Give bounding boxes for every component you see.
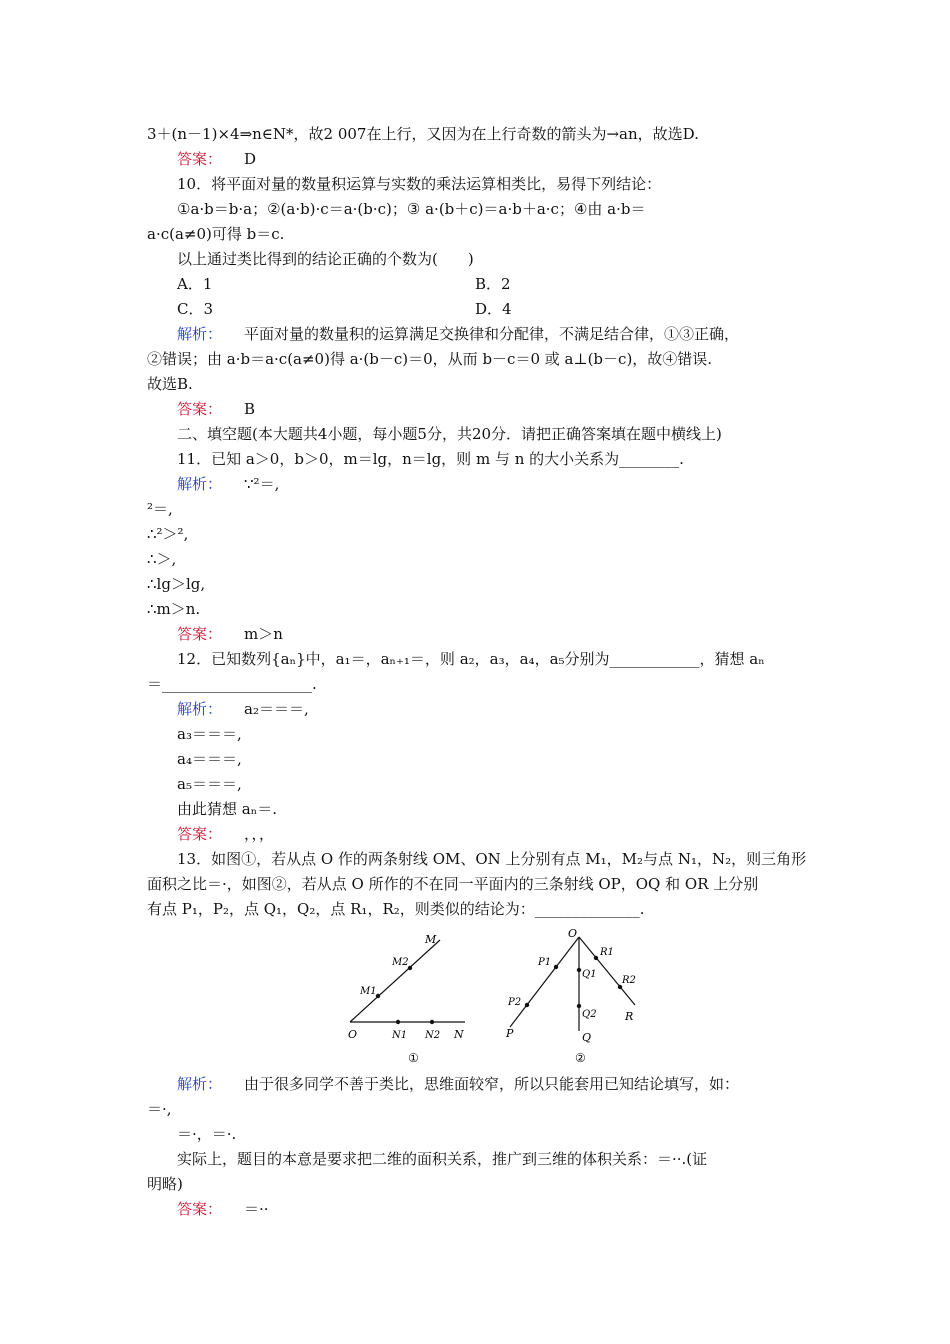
q10-stem: 10．将平面对量的数量积运算与实数的乘法运算相类比，易得下列结论： — [177, 175, 662, 193]
q10-options-row1 — [177, 274, 837, 294]
solution-text: ∵²＝, — [244, 475, 280, 493]
label-N: N — [454, 1028, 464, 1041]
label-P: P — [506, 1027, 514, 1040]
q12-solution-line3: a₄＝＝＝, — [177, 750, 242, 768]
q11-solution-line6: ∴m＞n. — [147, 600, 201, 618]
option-c: C．3 — [177, 300, 214, 318]
q10-line2: ①a·b＝b·a；②(a·b)·c＝a·(b·c)；③ a·(b＋c)＝a·b＋a·c；④由 a·b＝ — [177, 200, 646, 218]
answer-label: 答案： — [177, 625, 223, 643]
q10-line3: a·c(a≠0)可得 b＝c. — [147, 225, 285, 243]
answer-value: ＝·· — [244, 1200, 269, 1218]
q10-options-row2 — [177, 299, 837, 319]
answer-label: 答案： — [177, 1200, 223, 1218]
q13-stem-line1: 13．如图①，若从点 O 作的两条射线 OM、ON 上分别有点 M₁，M₂与点 N₁，N₂，则三角形 — [177, 850, 807, 868]
q12-stem2: ＝____________________. — [147, 675, 317, 693]
q12-solution-line5: 由此猜想 aₙ＝. — [177, 800, 277, 818]
label-Q2: Q2 — [582, 1009, 597, 1020]
label-P2: P2 — [508, 997, 522, 1008]
q10-line4: 以上通过类比得到的结论正确的个数为( ) — [177, 250, 474, 268]
q12-solution-line2: a₃＝＝＝, — [177, 725, 242, 743]
point-R1 — [594, 956, 598, 960]
answer-label: 答案： — [177, 825, 223, 843]
q13-solution-line3: ＝·，＝·. — [177, 1125, 237, 1143]
q13-figures — [330, 925, 660, 1070]
label-Q1: Q1 — [582, 969, 597, 980]
point-N2 — [430, 1020, 434, 1024]
q12-solution-line4: a₅＝＝＝, — [177, 775, 242, 793]
label-R2: R2 — [622, 975, 636, 986]
q12-answer — [177, 824, 837, 844]
q10-solution-line3: 故选B. — [147, 375, 193, 393]
label-M: M — [425, 933, 437, 946]
option-d: D．4 — [475, 300, 512, 318]
q9-answer — [177, 149, 837, 169]
label-R1: R1 — [600, 947, 614, 958]
q12-stem: 12．已知数列{aₙ}中，a₁＝，aₙ₊₁＝，则 a₂，a₃，a₄，a₅分别为____________，猜想 aₙ — [177, 650, 765, 668]
label-O: O — [568, 927, 578, 940]
label-O: O — [348, 1028, 358, 1041]
q10-answer — [177, 399, 837, 419]
q10-solution-line1 — [177, 324, 837, 344]
q11-solution-line4: ∴＞, — [147, 550, 177, 568]
answer-value: D — [244, 150, 257, 168]
answer-value: m＞n — [244, 625, 283, 643]
q10-solution-line2: ②错误；由 a·b＝a·c(a≠0)得 a·(b－c)＝0，从而 b－c＝0 或 a⊥(b－c)，故④错误. — [147, 350, 713, 368]
q13-stem-line3: 有点 P₁，P₂，点 Q₁，Q₂，点 R₁，R₂，则类似的结论为：______________. — [147, 900, 645, 918]
answer-label: 答案： — [177, 150, 223, 168]
point-P1 — [554, 965, 558, 969]
section-title: 二、填空题(本大题共4小题，每小题5分，共20分．请把正确答案填在题中横线上) — [177, 425, 722, 443]
solution-text: 由于很多同学不善于类比，思维面较窄，所以只能套用已知结论填写，如： — [244, 1075, 740, 1093]
q11-solution-line5: ∴lg＞lg, — [147, 575, 206, 593]
q13-solution-line2: ＝·, — [147, 1100, 172, 1118]
answer-value: B — [244, 400, 256, 418]
point-P2 — [525, 1003, 529, 1007]
point-Q2 — [577, 1004, 581, 1008]
q11-stem: 11．已知 a＞0，b＞0，m＝lg，n＝lg，则 m 与 n 的大小关系为________. — [177, 450, 684, 468]
figure-2 — [505, 927, 636, 1065]
q11-solution-line1 — [177, 474, 837, 494]
option-a: A．1 — [177, 275, 213, 293]
solution-label: 解析： — [177, 700, 223, 718]
q13-stem-line2: 面积之比＝·，如图②，若从点 O 所作的不在同一平面内的三条射线 OP，OQ 和 OR 上分别 — [147, 875, 759, 893]
option-b: B．2 — [475, 275, 511, 293]
label-N2: N2 — [425, 1030, 441, 1041]
answer-value: ，，， — [244, 825, 275, 843]
label-M2: M2 — [392, 957, 409, 968]
q13-answer — [177, 1199, 837, 1219]
q13-solution-line4: 实际上，题目的本意是要求把二维的面积关系，推广到三维的体积关系：＝··.(证 — [177, 1150, 708, 1168]
figure-1-caption: ① — [408, 1051, 419, 1065]
q11-solution-line2: ²＝, — [147, 500, 173, 518]
figure-2-caption: ② — [575, 1051, 586, 1065]
label-R: R — [625, 1010, 634, 1023]
solution-text: 平面对量的数量积的运算满足交换律和分配律，不满足结合律，①③正确， — [244, 325, 740, 343]
solution-text: a₂＝＝＝, — [244, 700, 309, 718]
q13-solution-line1 — [177, 1074, 837, 1094]
solution-label: 解析： — [177, 475, 223, 493]
ray-OM — [350, 940, 440, 1022]
solution-label: 解析： — [177, 325, 223, 343]
label-M1: M1 — [360, 986, 377, 997]
solution-label: 解析： — [177, 1075, 223, 1093]
label-Q: Q — [582, 1031, 592, 1044]
point-Q1 — [577, 968, 581, 972]
q12-solution-line1 — [177, 699, 837, 719]
answer-label: 答案： — [177, 400, 223, 418]
figure-1 — [348, 933, 465, 1065]
q11-solution-line3: ∴²＞², — [147, 525, 189, 543]
label-N1: N1 — [392, 1030, 408, 1041]
label-P1: P1 — [538, 957, 552, 968]
q11-answer — [177, 624, 837, 644]
q9-tail: 3＋(n－1)×4⇒n∈N*，故2 007在上行，又因为在上行奇数的箭头为→an，故选D. — [147, 125, 699, 143]
ray-OP — [510, 937, 579, 1027]
point-N1 — [396, 1020, 400, 1024]
q13-solution-line5: 明略) — [147, 1175, 183, 1193]
